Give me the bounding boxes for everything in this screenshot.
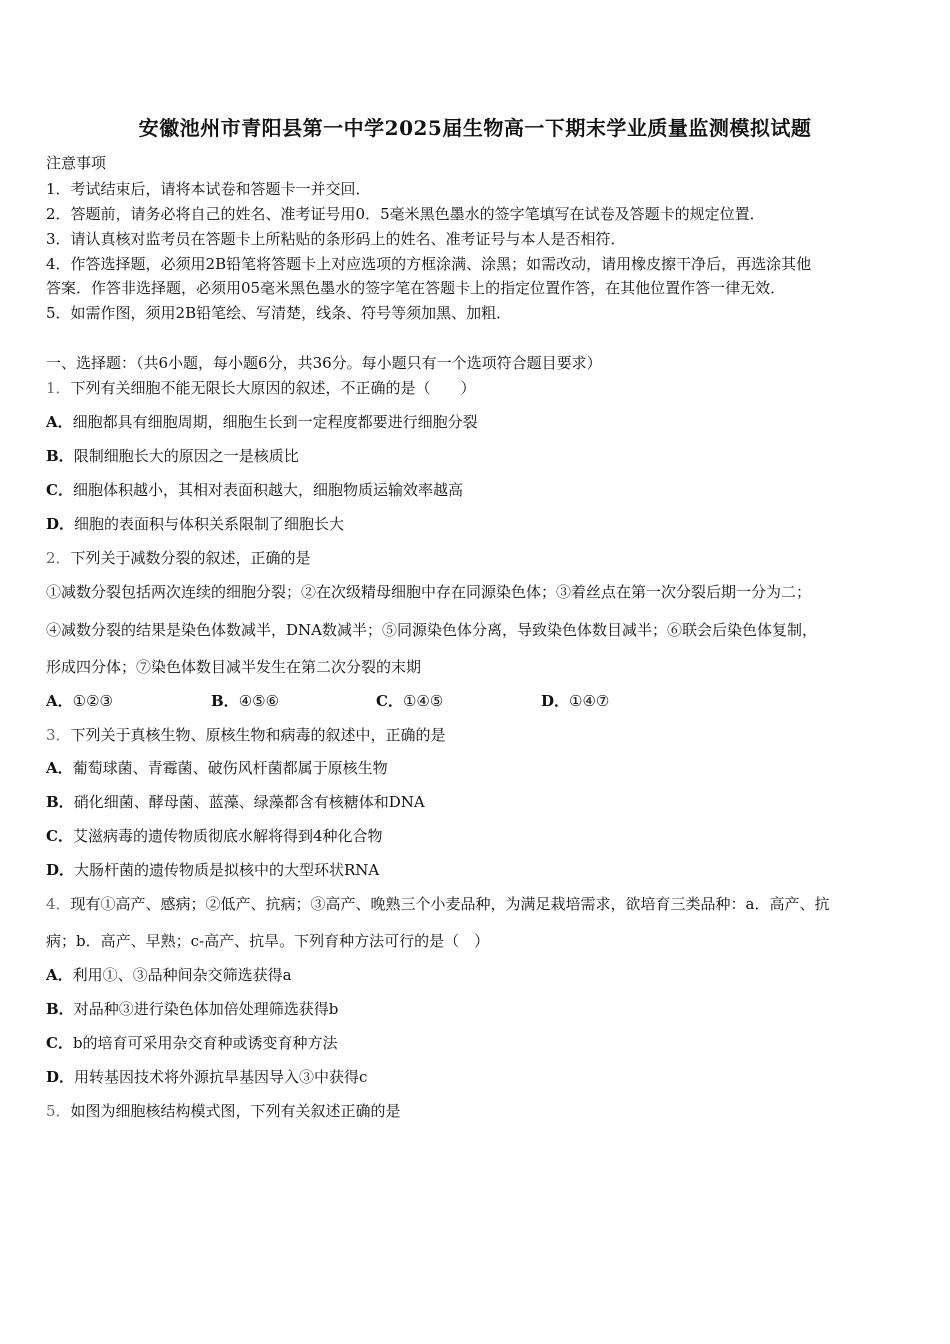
q2-options	[46, 690, 910, 711]
notice-line-1: 1．考试结束后，请将本试卷和答题卡一并交回．	[46, 180, 371, 198]
q2-body-1: ①减数分裂包括两次连续的细胞分裂；②在次级精母细胞中存在同源染色体；③着丝点在第一次分裂后期一分为二；	[46, 583, 812, 601]
notice-line-3: 3．请认真核对监考员在答题卡上所粘贴的条形码上的姓名、准考证号与本人是否相符．	[46, 230, 626, 248]
question-3	[46, 724, 910, 745]
q4-option-b: B．对品种③进行染色体加倍处理筛选获得b	[46, 1000, 339, 1018]
notice-line-4: 4．作答选择题，必须用2B铅笔将答题卡上对应选项的方框涂满、涂黑；如需改动，请用橡皮擦干净后，再选涂其他	[46, 255, 812, 273]
question-stem: 下列关于减数分裂的叙述，正确的是	[70, 549, 311, 567]
q2-option-c: C．①④⑤	[376, 692, 444, 710]
q4-option-d: D．用转基因技术将外源抗旱基因导入③中获得c	[46, 1068, 368, 1086]
notice-heading: 注意事项	[46, 154, 107, 172]
q4-option-c: C．b的培育可采用杂交育种或诱变育种方法	[46, 1034, 338, 1052]
q1-option-d: D．细胞的表面积与体积关系限制了细胞长大	[46, 515, 345, 533]
question-1	[46, 377, 910, 398]
question-number: 3．	[46, 726, 71, 744]
q3-option-c: C．艾滋病毒的遗传物质彻底水解将得到4种化合物	[46, 827, 383, 845]
q3-option-a: A．葡萄球菌、青霉菌、破伤风杆菌都属于原核生物	[46, 759, 388, 777]
q1-option-b: B．限制细胞长大的原因之一是核质比	[46, 447, 299, 465]
question-number: 1．	[46, 379, 71, 397]
question-number: 5．	[46, 1102, 71, 1120]
section-heading: 一、选择题：（共6小题，每小题6分，共36分。每小题只有一个选项符合题目要求）	[46, 354, 602, 372]
q3-option-d: D．大肠杆菌的遗传物质是拟核中的大型环状RNA	[46, 861, 380, 879]
question-stem: 现有①高产、感病；②低产、抗病；③高产、晚熟三个小麦品种，为满足栽培需求，欲培育三类品种：a．高产、抗	[70, 895, 830, 913]
q1-option-a: A．细胞都具有细胞周期，细胞生长到一定程度都要进行细胞分裂	[46, 413, 478, 431]
question-number: 4．	[46, 895, 71, 913]
question-stem: 下列关于真核生物、原核生物和病毒的叙述中，正确的是	[70, 726, 446, 744]
notice-line-2: 2．答题前，请务必将自己的姓名、准考证号用0．5毫米黑色墨水的签字笔填写在试卷及答题卡的规定位置．	[46, 205, 765, 223]
question-5	[46, 1100, 910, 1121]
q2-option-d: D．①④⑦	[541, 692, 610, 710]
page-title: 安徽池州市青阳县第一中学2025届生物高一下期末学业质量监测模拟试题	[138, 116, 812, 140]
question-stem: 下列有关细胞不能无限长大原因的叙述，不正确的是（ ）	[70, 379, 476, 397]
q2-body-2: ④减数分裂的结果是染色体数减半，DNA数减半；⑤同源染色体分离，导致染色体数目减半；⑥联会后染色体复制，	[46, 621, 817, 639]
q2-option-a: A．①②③	[46, 692, 113, 710]
question-number: 2．	[46, 549, 71, 567]
question-4	[46, 893, 910, 914]
q2-option-b: B．④⑤⑥	[211, 692, 280, 710]
question-stem: 如图为细胞核结构模式图，下列有关叙述正确的是	[70, 1102, 401, 1120]
q1-option-c: C．细胞体积越小，其相对表面积越大，细胞物质运输效率越高	[46, 481, 463, 499]
question-4-continued: 病；b．高产、早熟；c-高产、抗旱。下列育种方法可行的是（ ）	[46, 932, 490, 950]
q2-body-3: 形成四分体；⑦染色体数目减半发生在第二次分裂的末期	[46, 658, 422, 676]
question-2	[46, 547, 910, 568]
q3-option-b: B．硝化细菌、酵母菌、蓝藻、绿藻都含有核糖体和DNA	[46, 793, 425, 811]
notice-line-5: 答案．作答非选择题，必须用05毫米黑色墨水的签字笔在答题卡上的指定位置作答，在其他位置作答一律无效．	[46, 279, 786, 297]
notice-line-6: 5．如需作图，须用2B铅笔绘、写清楚，线条、符号等须加黑、加粗．	[46, 304, 512, 322]
q4-option-a: A．利用①、③品种间杂交筛选获得a	[46, 966, 292, 984]
